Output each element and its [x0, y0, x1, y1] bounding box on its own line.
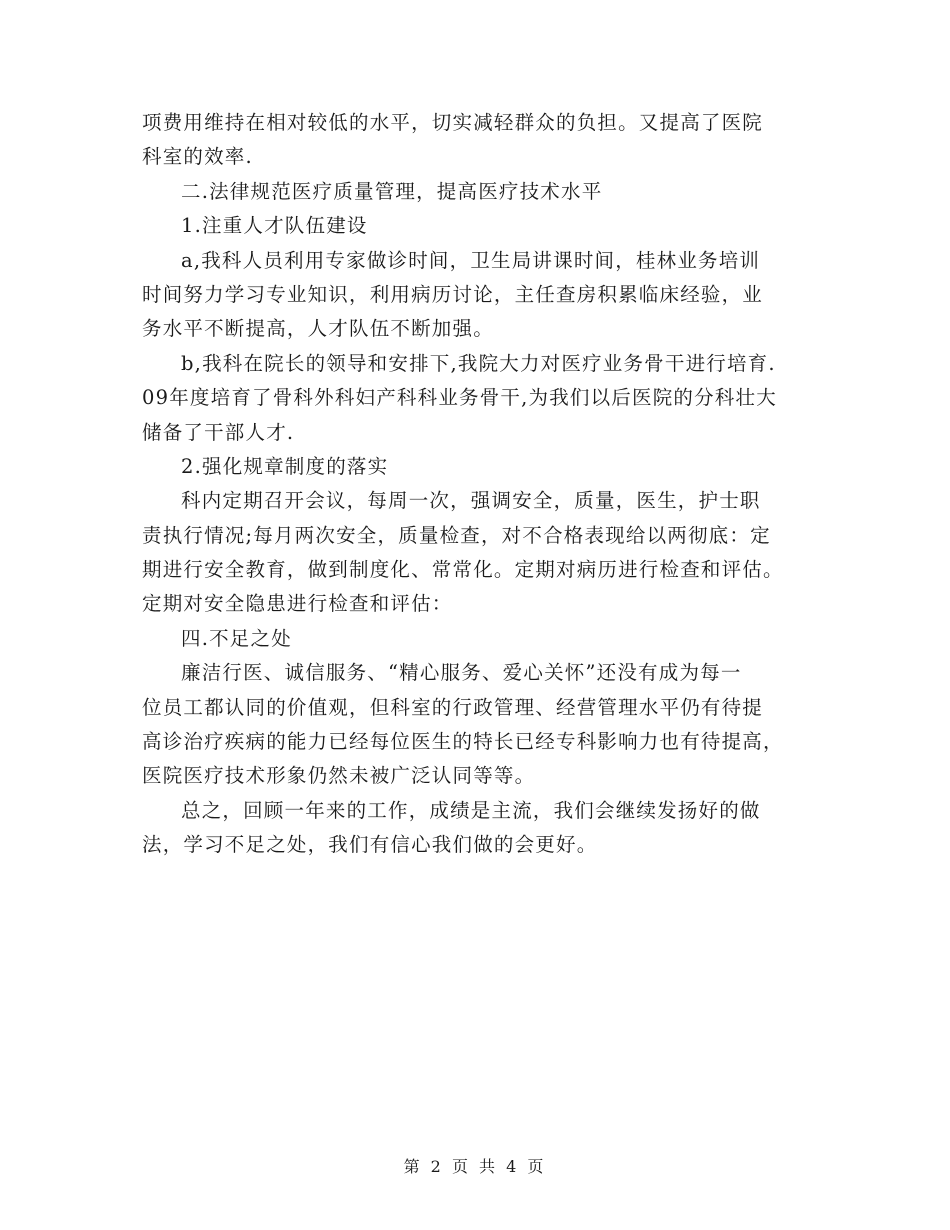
- text-line: 时间努力学习专业知识，利用病历讨论，主任查房积累临床经验，业: [142, 282, 764, 306]
- paragraph: [142, 209, 822, 243]
- text-line: 09年度培育了骨科外科妇产科科业务骨干,为我们以后医院的分科壮大: [142, 386, 777, 410]
- paragraph: [142, 450, 822, 484]
- text-line: 医院医疗技术形象仍然未被广泛认同等等。: [142, 764, 536, 788]
- text-line: 期进行安全教育，做到制度化、常常化。定期对病历进行检查和评估。: [142, 558, 784, 582]
- text-line: a,我科人员利用专家做诊时间，卫生局讲课时间，桂林业务培训: [181, 248, 761, 272]
- paragraph: [142, 794, 822, 863]
- text-line: 科室的效率.: [142, 145, 253, 169]
- text-line: 二.法律规范医疗质量管理，提高医疗技术水平: [181, 179, 603, 203]
- text-line: 高诊治疗疾病的能力已经每位医生的特长已经专科影响力也有待提高，: [142, 730, 784, 754]
- paragraph: [142, 484, 822, 622]
- text-line: 储备了干部人才.: [142, 420, 295, 444]
- text-line: 务水平不断提高，人才队伍不断加强。: [142, 317, 494, 341]
- paragraph: [142, 656, 822, 794]
- text-line: 总之，回顾一年来的工作，成绩是主流，我们会继续发扬好的做: [181, 798, 761, 822]
- text-line: 责执行情况;每月两次安全，质量检查，对不合格表现给以两彻底：定: [142, 523, 771, 547]
- text-line: 位员工都认同的价值观，但科室的行政管理、经营管理水平仍有待提: [142, 695, 764, 719]
- paragraph: [142, 347, 822, 450]
- text-line: 四.不足之处: [181, 626, 292, 650]
- paragraph: [142, 106, 822, 175]
- text-line: 项费用维持在相对较低的水平，切实减轻群众的负担。又提高了医院: [142, 111, 764, 134]
- text-line: 1.注重人才队伍建设: [181, 214, 368, 238]
- text-line: 科内定期召开会议，每周一次，强调安全，质量，医生，护士职: [181, 489, 761, 513]
- text-line: 2.强化规章制度的落实: [181, 454, 389, 478]
- paragraph: [142, 175, 822, 209]
- paragraph: [142, 244, 822, 347]
- text-line: 法，学习不足之处，我们有信心我们做的会更好。: [142, 833, 598, 857]
- page-number-footer: 第 2 页 共 4 页: [403, 1157, 547, 1176]
- paragraph: [142, 622, 822, 656]
- text-line: 廉洁行医、诚信服务、“精心服务、爱心关怀”还没有成为每一: [181, 661, 742, 685]
- text-line: b,我科在院长的领导和安排下,我院大力对医疗业务骨干进行培育.: [181, 351, 776, 375]
- document-body: [142, 106, 822, 863]
- text-line: 定期对安全隐患进行检查和评估：: [142, 592, 453, 616]
